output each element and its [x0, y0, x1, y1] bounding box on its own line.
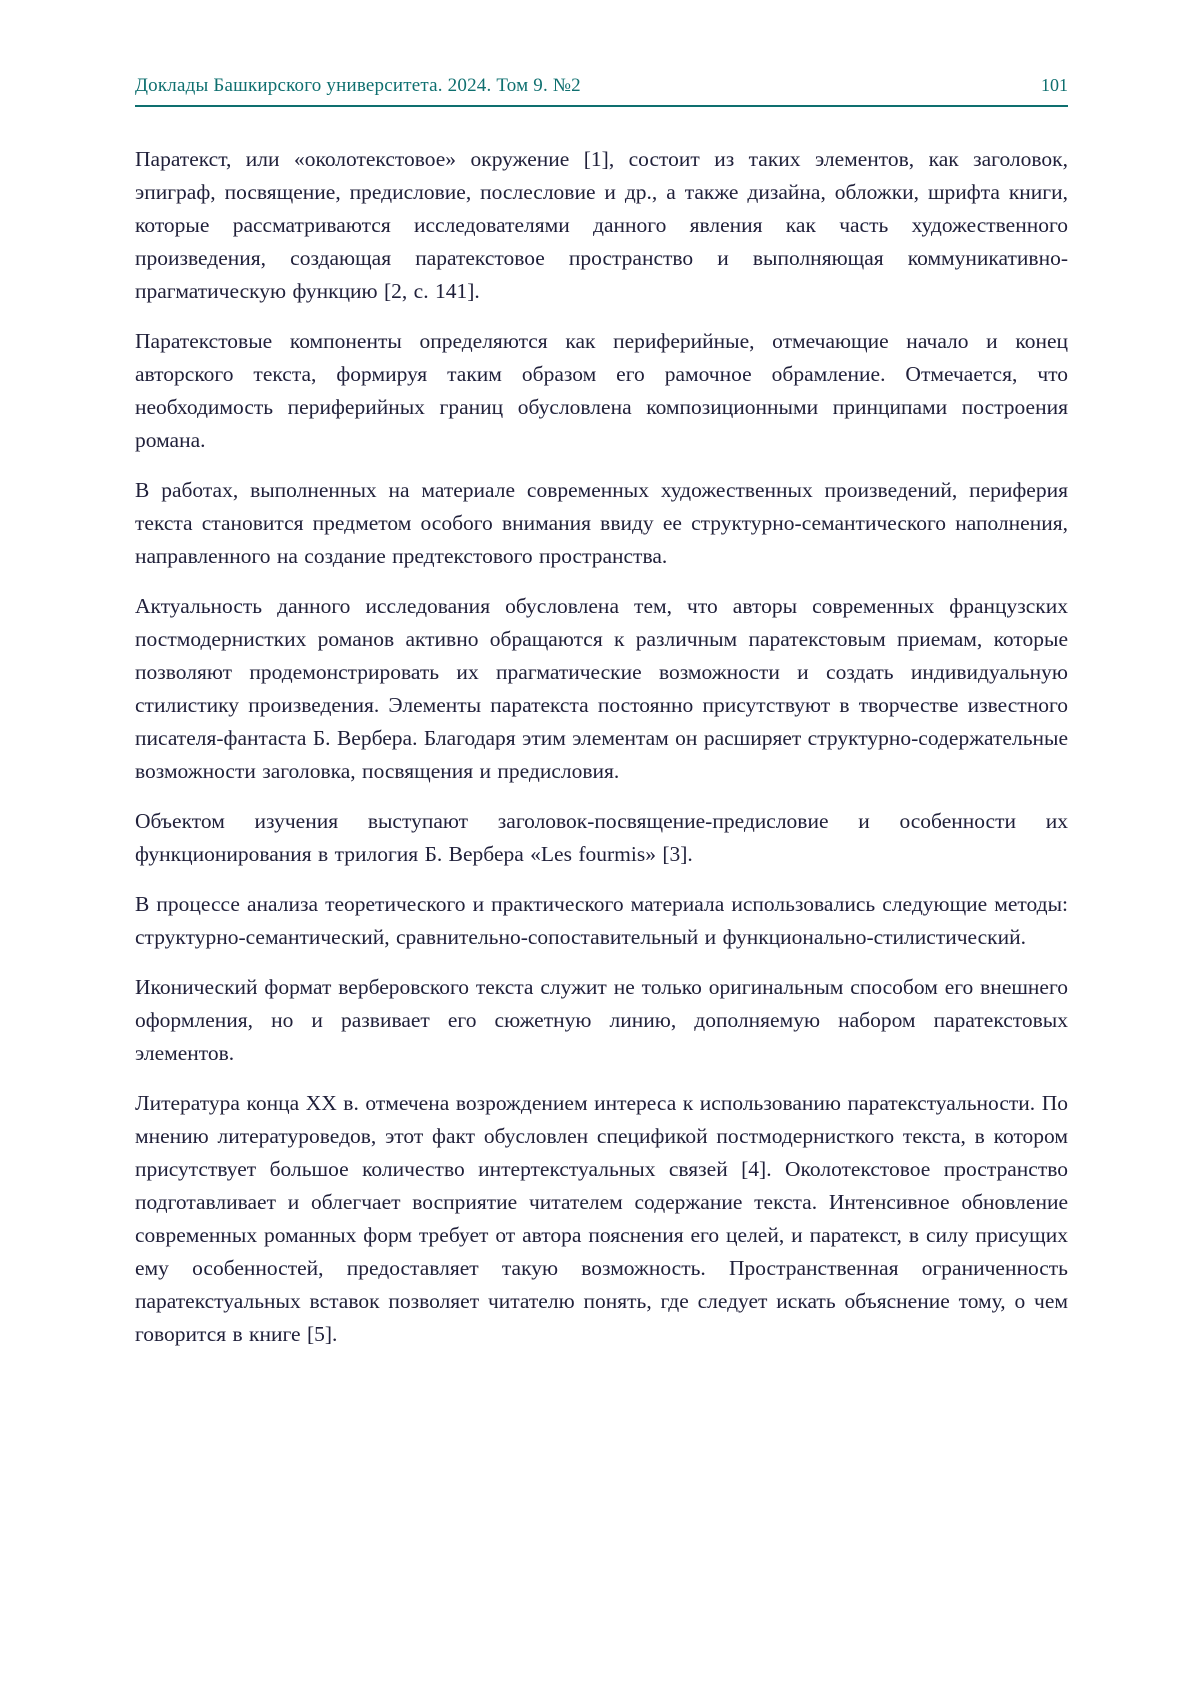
- paragraph: Паратекстовые компоненты определяются как периферийные, отмечающие начало и конец авторского текста, формируя таким образом его рамочное обрамление. Отмечается, что необходимость периферийных границ обусловлена композиционными принципами построения романа.: [135, 329, 1068, 452]
- journal-title: Доклады Башкирского университета. 2024. Том 9. №2: [135, 75, 581, 96]
- page-content: [135, 75, 1068, 1368]
- paragraph: Иконический формат верберовского текста служит не только оригинальным способом его внешнего оформления, но и развивает его сюжетную линию, дополняемую набором паратекстовых элементов.: [135, 975, 1068, 1065]
- page-header: [135, 75, 1068, 107]
- paragraph: В работах, выполненных на материале современных художественных произведений, периферия текста становится предметом особого внимания ввиду ее структурно-семантического наполнения, направленного на создание предтекстового пространства.: [135, 478, 1068, 568]
- paragraph: Литература конца XX в. отмечена возрождением интереса к использованию паратекстуальности. По мнению литературоведов, этот факт обусловлен спецификой постмодернисткого текста, в котором присутствует большое количество интертекстуальных связей [4]. Околотекстовое пространство подготавливает и облегчает восприятие читателем содержание текста. Интенсивное обновление современных романных форм требует от автора пояснения его целей, и паратекст, в силу присущих ему особенностей, предоставляет такую возможность. Пространственная ограниченность паратекстуальных вставок позволяет читателю понять, где следует искать объяснение тому, о чем говорится в книге [5].: [135, 1091, 1068, 1346]
- paragraph: Объектом изучения выступают заголовок-посвящение-предисловие и особенности их функционирования в трилогия Б. Вербера «Les fourmis» [3].: [135, 809, 1068, 866]
- paragraph: В процессе анализа теоретического и практического материала использовались следующие методы: структурно-семантический, сравнительно-сопоставительный и функционально-стилистический.: [135, 892, 1068, 949]
- paragraph: Паратекст, или «околотекстовое» окружение [1], состоит из таких элементов, как заголовок, эпиграф, посвящение, предисловие, послесловие и др., а также дизайна, обложки, шрифта книги, которые рассматриваются исследователями данного явления как часть художественного произведения, создающая паратекстовое пространство и выполняющая коммуникативно-прагматическую функцию [2, с. 141].: [135, 147, 1068, 303]
- article-body: [135, 143, 1068, 1351]
- paragraph: Актуальность данного исследования обусловлена тем, что авторы современных французских постмодернистких романов активно обращаются к различным паратекстовым приемам, которые позволяют продемонстрировать их прагматические возможности и создать индивидуальную стилистику произведения. Элементы паратекста постоянно присутствуют в творчестве известного писателя-фантаста Б. Вербера. Благодаря этим элементам он расширяет структурно-содержательные возможности заголовка, посвящения и предисловия.: [135, 594, 1068, 783]
- page-number: 101: [1041, 75, 1068, 95]
